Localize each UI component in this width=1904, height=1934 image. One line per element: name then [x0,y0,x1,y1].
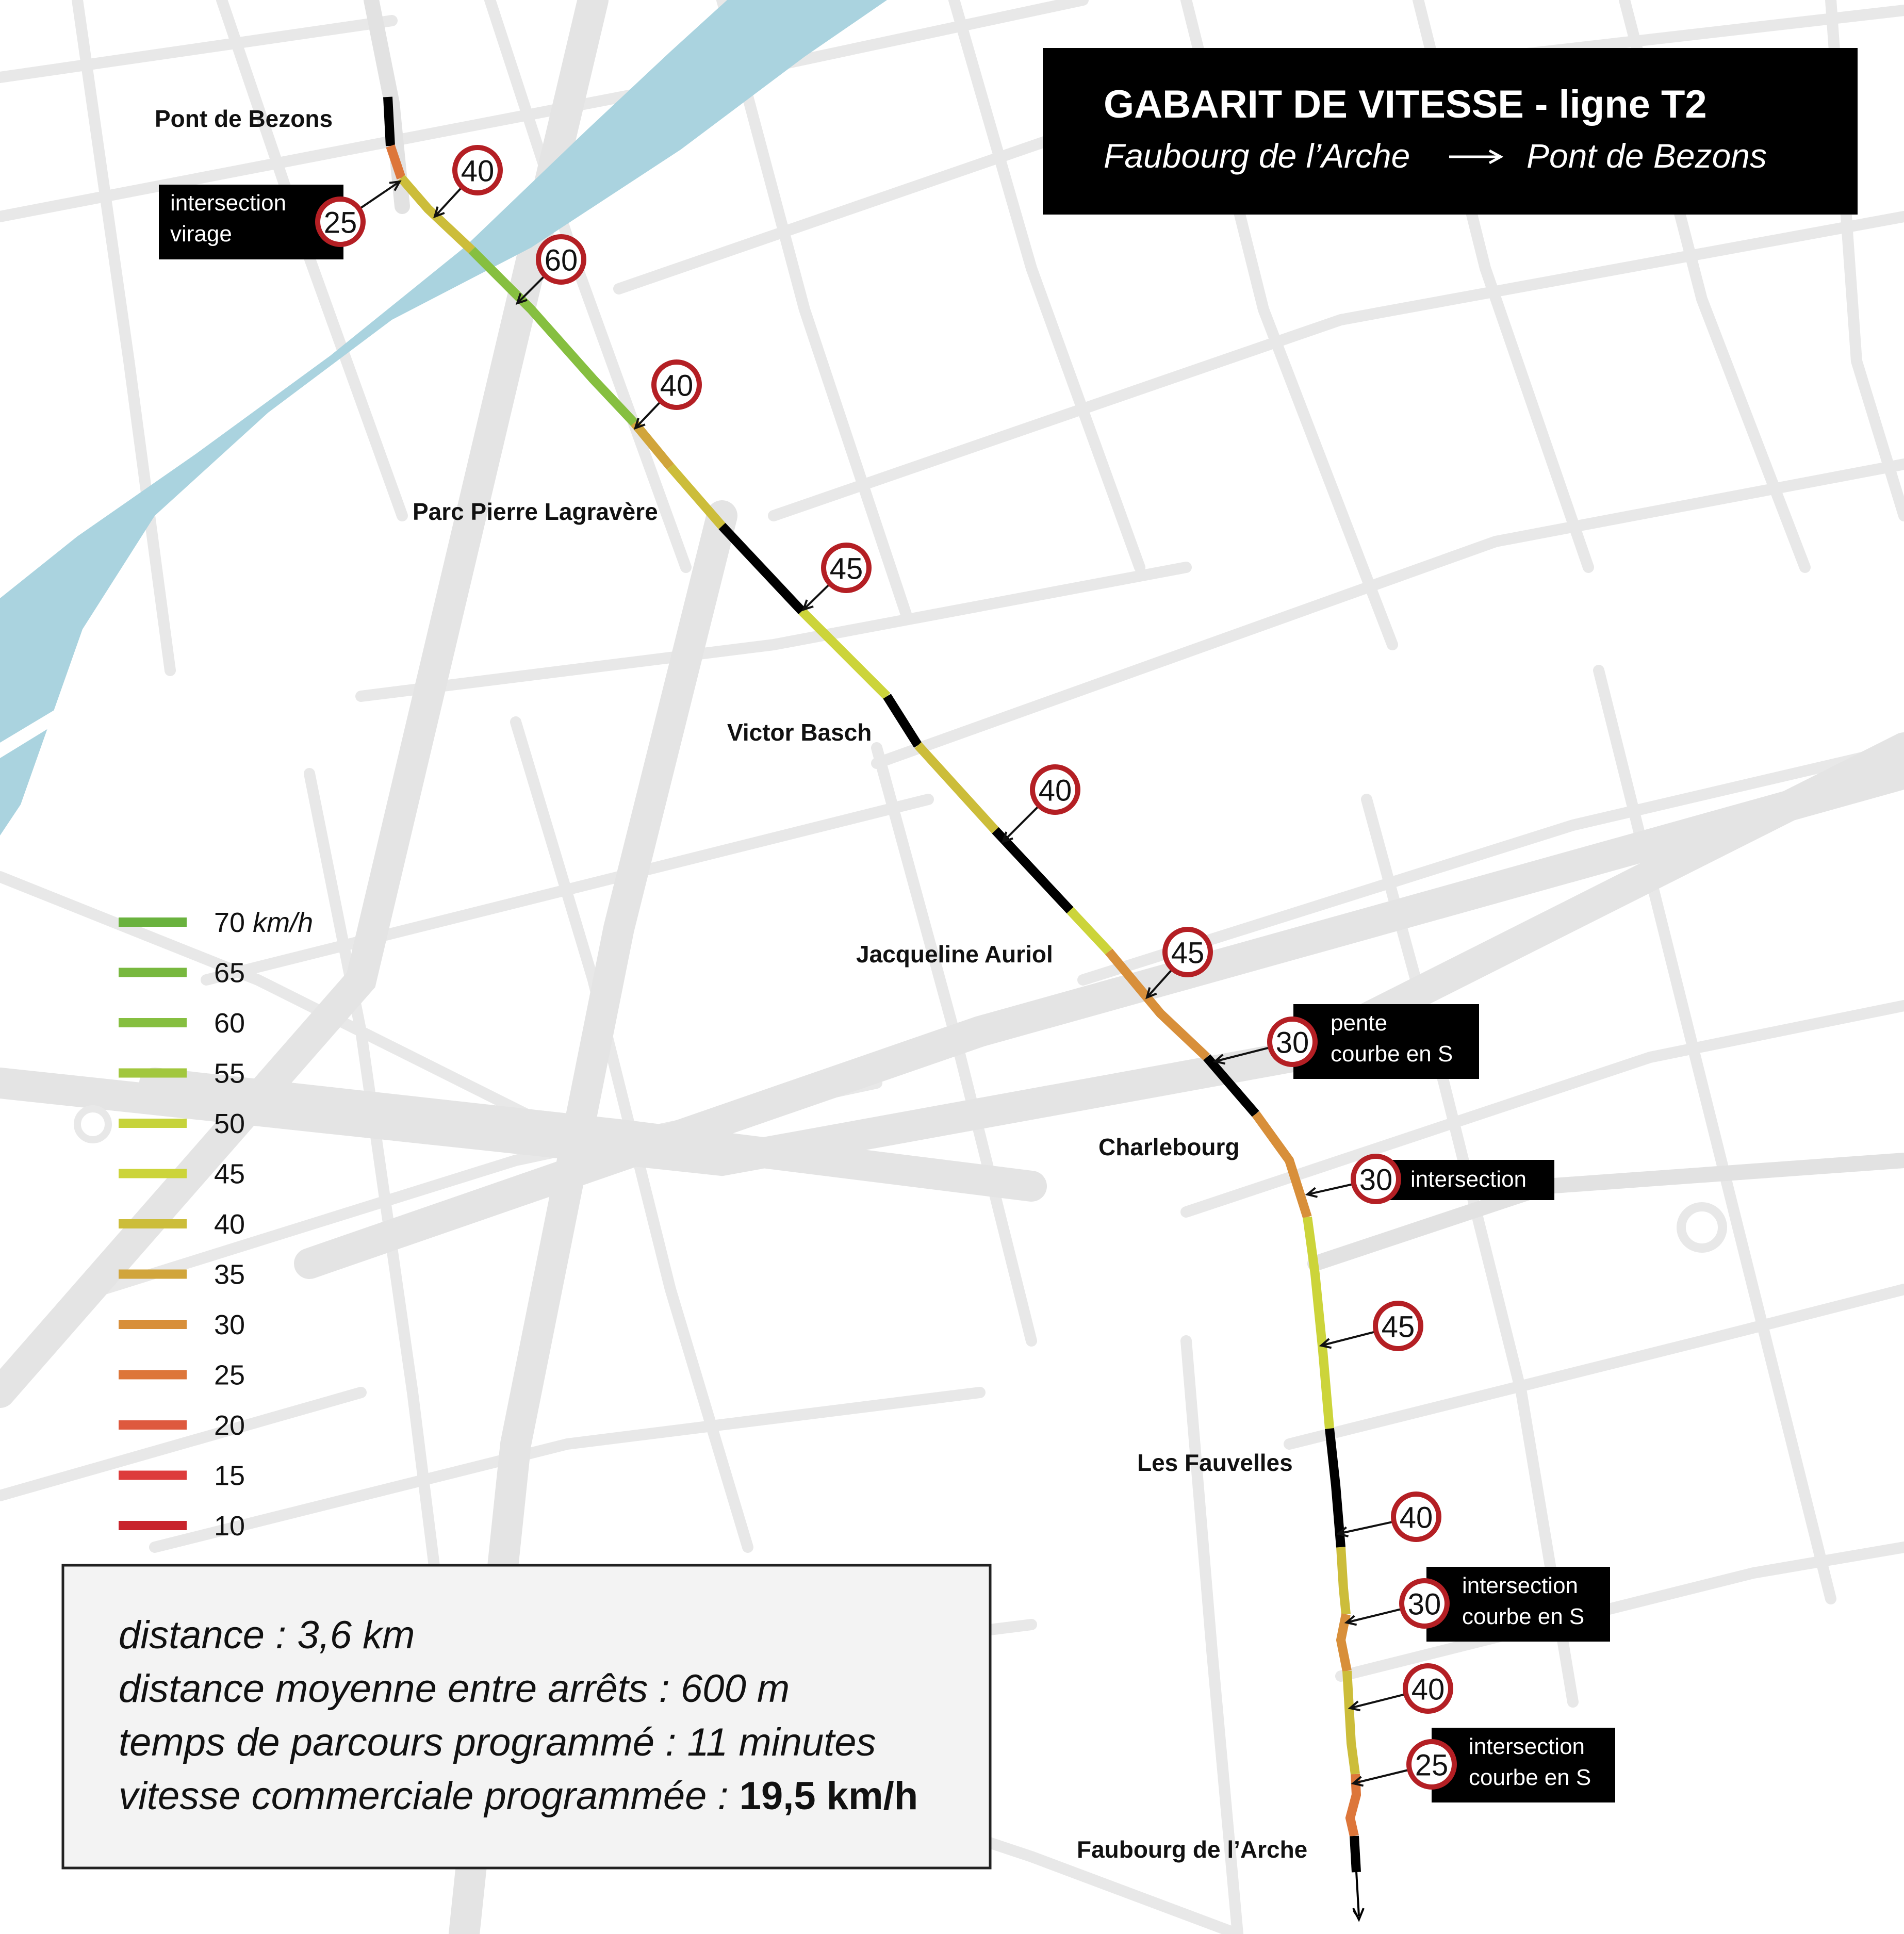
speed-limit-value: 45 [1381,1310,1415,1344]
legend-value-number: 55 [214,1058,245,1089]
speed-sign-30 [1347,1567,1610,1642]
leader-line [1347,1609,1401,1622]
info-box [63,1565,990,1868]
legend-item [119,1008,245,1039]
leader-line [1321,1332,1375,1346]
speed-limit-value: 25 [1415,1748,1449,1782]
info-travel-time: temps de parcours programmé : 11 minutes [119,1720,876,1764]
legend-value [214,1008,245,1039]
route-origin: Faubourg de l’Arche [1104,137,1410,175]
speed-sign-40 [1003,767,1078,842]
speed-legend [119,907,313,1542]
speed-limit-value: 60 [544,243,578,277]
legend-value-number: 50 [214,1108,245,1139]
speed-limit-value: 40 [660,369,694,403]
legend-value-number: 65 [214,957,245,989]
sign-note-text: intersection [1469,1734,1585,1759]
line-segment-stop [388,97,390,146]
line-segment [1070,910,1109,952]
legend-value-number: 40 [214,1209,245,1240]
speed-limit-value: 45 [1171,936,1205,970]
legend-value-number: 60 [214,1008,245,1039]
line-segment [1341,1547,1346,1614]
station-label: Pont de Bezons [155,105,333,132]
legend-item [119,1461,245,1492]
map-title: GABARIT DE VITESSE - ligne T2 [1104,83,1707,126]
station-label: Faubourg de l’Arche [1077,1836,1308,1863]
legend-value [214,1259,245,1290]
info-distance: distance : 3,6 km [119,1613,415,1657]
leader-line [435,188,462,217]
legend-unit: km/h [253,907,314,938]
line-segment [918,745,995,830]
speed-sign-25 [1353,1728,1615,1802]
sign-note-text: courbe en S [1462,1604,1585,1629]
info-background [63,1565,990,1868]
info-commercial-speed [119,1774,918,1818]
route-destination: Pont de Bezons [1527,137,1767,175]
legend-item [119,1309,245,1340]
legend-value [214,1058,245,1089]
line-segment [1256,1114,1307,1217]
speed-limit-value: 40 [1038,774,1072,808]
station-label: Victor Basch [727,719,872,746]
legend-value-number: 45 [214,1158,245,1190]
info-commercial-speed-label: vitesse commerciale programmée : [119,1774,740,1818]
line-segment [670,467,722,526]
line-segment [1307,1217,1329,1429]
legend-value-number: 30 [214,1309,245,1340]
speed-sign-40 [435,147,500,217]
leader-line [635,402,660,428]
legend-value-number: 70 [214,907,245,938]
legend-value-number: 25 [214,1359,245,1391]
speed-sign-45 [1321,1303,1421,1349]
sign-note-text: intersection [1462,1573,1579,1598]
sign-note-text: courbe en S [1469,1765,1591,1790]
sign-note-text: virage [170,221,232,247]
legend-value [214,1511,245,1542]
title-background [1043,48,1858,215]
station-label: Jacqueline Auriol [856,941,1053,968]
station-label: Les Fauvelles [1137,1449,1293,1476]
legend-item [119,1410,245,1441]
info-commercial-speed-value: 19,5 km/h [739,1774,918,1818]
speed-limit-value: 45 [829,552,863,586]
speed-sign-25 [159,182,400,259]
line-segment-stop [1329,1429,1341,1547]
line-segment-stop [722,526,802,611]
sign-note-text: courbe en S [1331,1041,1453,1067]
leader-line [1003,807,1038,842]
speed-limit-value: 40 [461,154,495,188]
legend-value-number: 20 [214,1410,245,1441]
sign-note-text: intersection [1410,1167,1527,1192]
legend-value [214,1159,245,1190]
legend-value [214,1108,245,1139]
speed-limit-value: 30 [1407,1587,1441,1621]
title-box [1043,48,1858,215]
legend-value [214,1360,245,1391]
leader-line [803,584,829,610]
speed-sign-45 [803,545,869,610]
leader-line [1353,1770,1408,1783]
line-segment [1347,1671,1355,1774]
speed-limit-value: 40 [1411,1673,1445,1707]
legend-value [214,1410,245,1441]
legend-value-number: 35 [214,1259,245,1290]
speed-limit-value: 30 [1275,1026,1309,1060]
legend-value [214,958,245,989]
legend-value-number: 15 [214,1460,245,1492]
info-avg-stop-distance: distance moyenne entre arrêts : 600 m [119,1667,790,1711]
station-label: Charlebourg [1098,1134,1240,1160]
speed-sign-40 [635,362,699,428]
leader-line [1350,1694,1405,1708]
speed-limit-value: 40 [1399,1501,1433,1535]
legend-value [214,907,313,938]
legend-item [119,1360,245,1391]
legend-value [214,1461,245,1492]
legend-value [214,1309,245,1340]
speed-limit-value: 30 [1359,1163,1393,1197]
sign-note-text: intersection [170,190,287,216]
sign-note-text: pente [1331,1010,1388,1036]
speed-limit-value: 25 [323,206,357,240]
line-segment-stop [887,696,918,745]
legend-value [214,1209,245,1240]
speed-sign-40 [1338,1494,1439,1539]
line-segment-stop [995,830,1070,910]
station-label: Parc Pierre Lagravère [413,498,658,525]
legend-item [119,958,245,989]
legend-value-number: 10 [214,1511,245,1542]
